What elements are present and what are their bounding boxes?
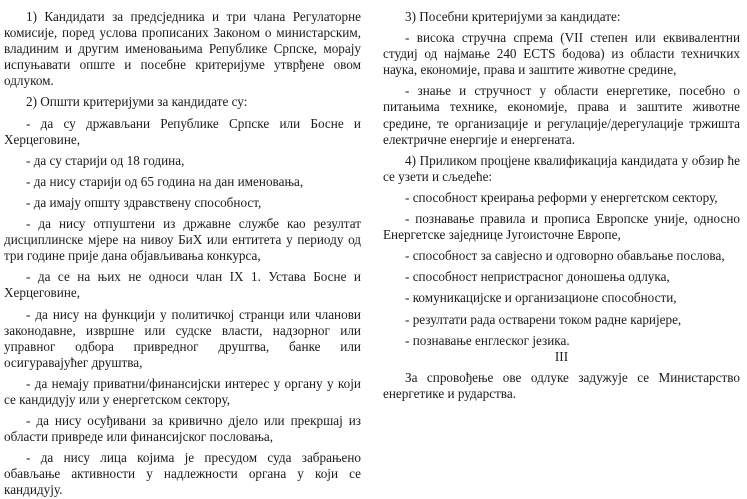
assessment-item: - способност креирања реформи у енергетском сектору, <box>405 189 718 205</box>
assessment-heading: 4) Приликом процјене квалификација кандидата у обзир ће се узети и сљедеће: <box>383 152 740 184</box>
general-criterion-item: - да нису старији од 65 година на дан именовања, <box>26 173 304 189</box>
special-criterion-item: - висока стручна спрема (VII степен или еквивалентни студиј од најмање 240 ECTS бодова) из области техничких наука, економије, права и заштите животне средине, <box>383 30 740 78</box>
assessment-item: - способност за савјесно и одговорно обављање послова, <box>405 248 725 264</box>
special-criterion-item: - знање и стручност у области енергетике, посебно о питањима технике, економије, права и заштите животне средине, те организације и регулације/дерегулације тржишта електричне енергије и енергената. <box>383 83 740 147</box>
general-criterion-item: - да нису осуђивани за кривично дјело или прекршај из области привреде или финансијског пословања, <box>4 413 361 445</box>
general-criterion-item: - да се на њих не односи члан IX 1. Устава Босне и Херцеговине, <box>4 269 361 301</box>
general-criterion-item: - да имају општу здравствену способност, <box>26 194 262 210</box>
general-criterion-item: - да су старији од 18 година, <box>26 152 185 168</box>
general-criteria-heading: 2) Општи критеријуми за кандидате су: <box>26 94 248 110</box>
section-numeral: III <box>554 348 569 364</box>
general-criterion-item: - да нису лица којима је пресудом суда забрањено обављање активности у надлежности органа у који се кандидују. <box>4 450 361 498</box>
assessment-item: - способност непристрасног доношења одлука, <box>405 269 670 285</box>
left-column <box>4 9 361 499</box>
assessment-item: - познавање правила и прописа Европске уније, односно Енергетске заједнице Југоисточне Европе, <box>383 211 740 243</box>
general-criterion-item: - да нису на функцији у политичкој странци или чланови законодавне, извршне или судске власти, надзорног или управног одбора привредног друштва, банке или осигуравајућег друштва, <box>4 306 361 370</box>
assessment-item: - познавање енглеског језика. <box>405 332 570 348</box>
general-criterion-item: - да су држављани Републике Српске или Босне и Херцеговине, <box>4 115 361 147</box>
closing-paragraph: За спровођење ове одлуке задужује се Министарство енергетике и рударства. <box>383 369 740 401</box>
special-criteria-heading: 3) Посебни критеријуми за кандидате: <box>405 9 621 24</box>
general-criterion-item: - да немају приватни/финансијски интерес у органу у који се кандидују или у енергетском сектору, <box>4 375 361 407</box>
assessment-item: - резултати рада остварени током радне каријере, <box>405 311 682 327</box>
paragraph-candidates-conditions: 1) Кандидати за предсједника и три члана Регулаторне комисије, поред услова прописаних Законом о министарским, владиним и другим именовањима Републике Српске, морају испуњавати опште и посебне критеријуме утврђене овом одлуком. <box>4 9 361 89</box>
right-column <box>383 9 740 402</box>
general-criterion-item: - да нису отпуштени из државне службе као резултат дисциплинске мјере на нивоу БиХ или ентитета у периоду од три године прије дана објављивања конкурса, <box>4 216 361 264</box>
assessment-item: - комуникацијске и организационе способности, <box>405 290 677 306</box>
